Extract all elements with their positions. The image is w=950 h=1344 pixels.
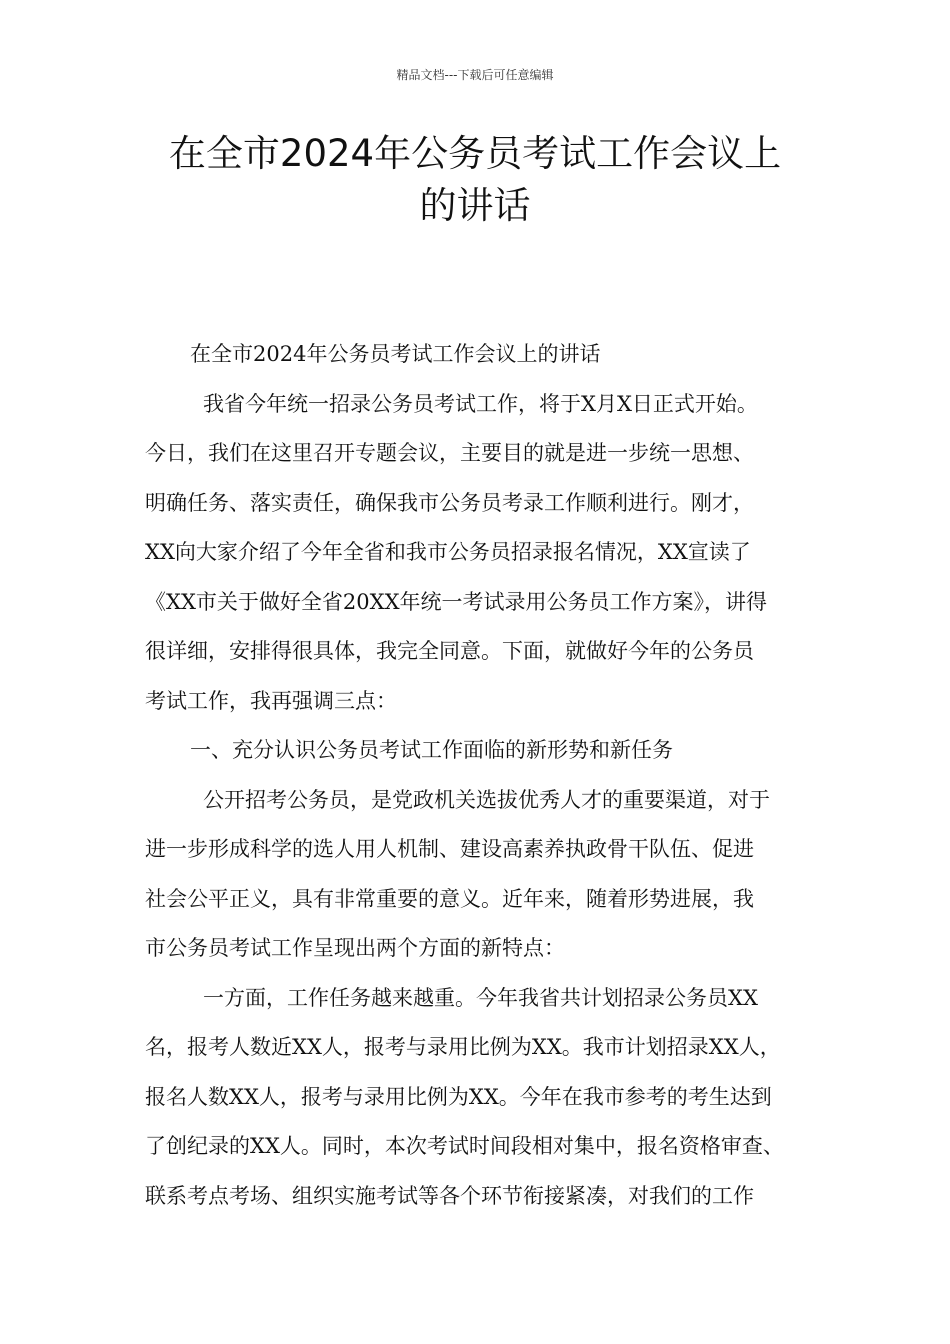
document-title [120,128,830,232]
text-line: 社会公平正义，具有非常重要的意义。近年来，随着形势进展，我 [145,886,754,911]
paragraph-intro [145,380,830,727]
section-heading-line: 一、充分认识公务员考试工作面临的新形势和新任务 [190,738,673,762]
text-line: 进一步形成科学的选人用人机制、建设高素养执政骨干队伍、促进 [145,837,754,861]
page-header-note: 精品文档---下载后可任意编辑 [396,68,554,82]
text-line: 一方面，工作任务越来越重。今年我省共计划招录公务员XX [203,985,758,1010]
text-line: 《XX市关于做好全省20XX年统一考试录用公务员工作方案》，讲得 [145,589,768,614]
subtitle-line: 在全市2024年公务员考试工作会议上的讲话 [190,342,601,366]
section-heading-1 [145,726,830,776]
text-line: 名，报考人数近XX人，报考与录用比例为XX。我市计划招录XX人， [145,1035,781,1059]
text-line: 今日，我们在这里召开专题会议，主要目的就是进一步统一思想、 [145,441,754,465]
speech-subtitle [145,330,830,380]
document-title-line-2: 的讲话 [419,184,531,227]
document-body [145,330,830,1221]
text-line: 公开招考公务员，是党政机关选拔优秀人才的重要渠道，对于 [203,787,770,812]
text-line: 考试工作，我再强调三点： [145,688,397,713]
text-line: 了创纪录的XX人。同时，本次考试时间段相对集中，报名资格审查、 [145,1134,784,1158]
text-line: 报名人数XX人，报考与录用比例为XX。今年在我市参考的考生达到 [145,1084,772,1109]
paragraph-2 [145,776,830,974]
text-line: 很详细，安排得很具体，我完全同意。下面，就做好今年的公务员 [145,639,754,663]
text-line: 我省今年统一招录公务员考试工作，将于X月X日正式开始。 [203,391,758,416]
paragraph-3 [145,974,830,1222]
document-title-line-1: 在全市2024年公务员考试工作会议上 [168,132,782,175]
text-line: 市公务员考试工作呈现出两个方面的新特点： [145,936,565,960]
text-line: 明确任务、落实责任，确保我市公务员考录工作顺利进行。刚才， [145,490,754,515]
text-line: 联系考点考场、组织实施考试等各个环节衔接紧凑，对我们的工作 [145,1183,754,1208]
text-line: XX向大家介绍了今年全省和我市公务员招录报名情况，XX宣读了 [145,540,751,564]
